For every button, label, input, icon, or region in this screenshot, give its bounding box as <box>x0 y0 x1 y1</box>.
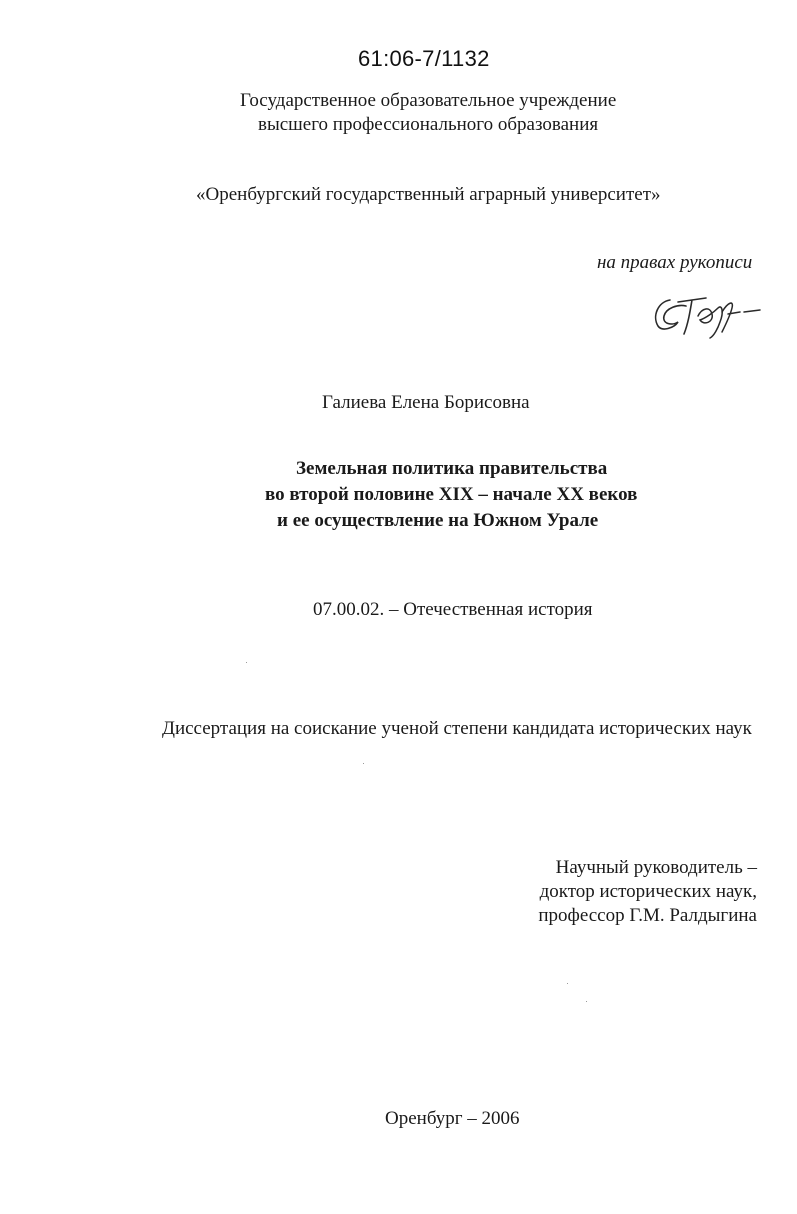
dissertation-type: Диссертация на соискание ученой степени кандидата исторических наук <box>162 718 752 739</box>
supervisor-line-1: Научный руководитель – <box>555 857 757 878</box>
institution-line-1: Государственное образовательное учреждение <box>240 90 617 111</box>
institution-line-2: высшего профессионального образования <box>258 114 599 135</box>
scan-speck <box>567 983 568 984</box>
author-name: Галиева Елена Борисовна <box>322 392 530 413</box>
title-line-1: Земельная политика правительства <box>296 458 608 479</box>
title-line-2: во второй половине XIX – начале XX веков <box>265 484 638 505</box>
title-line-3: и ее осуществление на Южном Урале <box>277 510 599 531</box>
scan-speck <box>586 1001 587 1002</box>
scan-speck <box>246 662 247 663</box>
university-name: «Оренбургский государственный аграрный университет» <box>196 184 661 205</box>
supervisor-line-3: профессор Г.М. Ралдыгина <box>538 905 757 926</box>
handwritten-signature <box>648 282 768 342</box>
archive-code: 61:06-7/1132 <box>358 46 490 71</box>
supervisor-line-2: доктор исторических наук, <box>539 881 757 902</box>
city-year: Оренбург – 2006 <box>385 1108 520 1129</box>
scan-speck <box>363 763 364 764</box>
manuscript-rights-note: на правах рукописи <box>597 252 753 273</box>
specialty-code: 07.00.02. – Отечественная история <box>313 599 593 620</box>
